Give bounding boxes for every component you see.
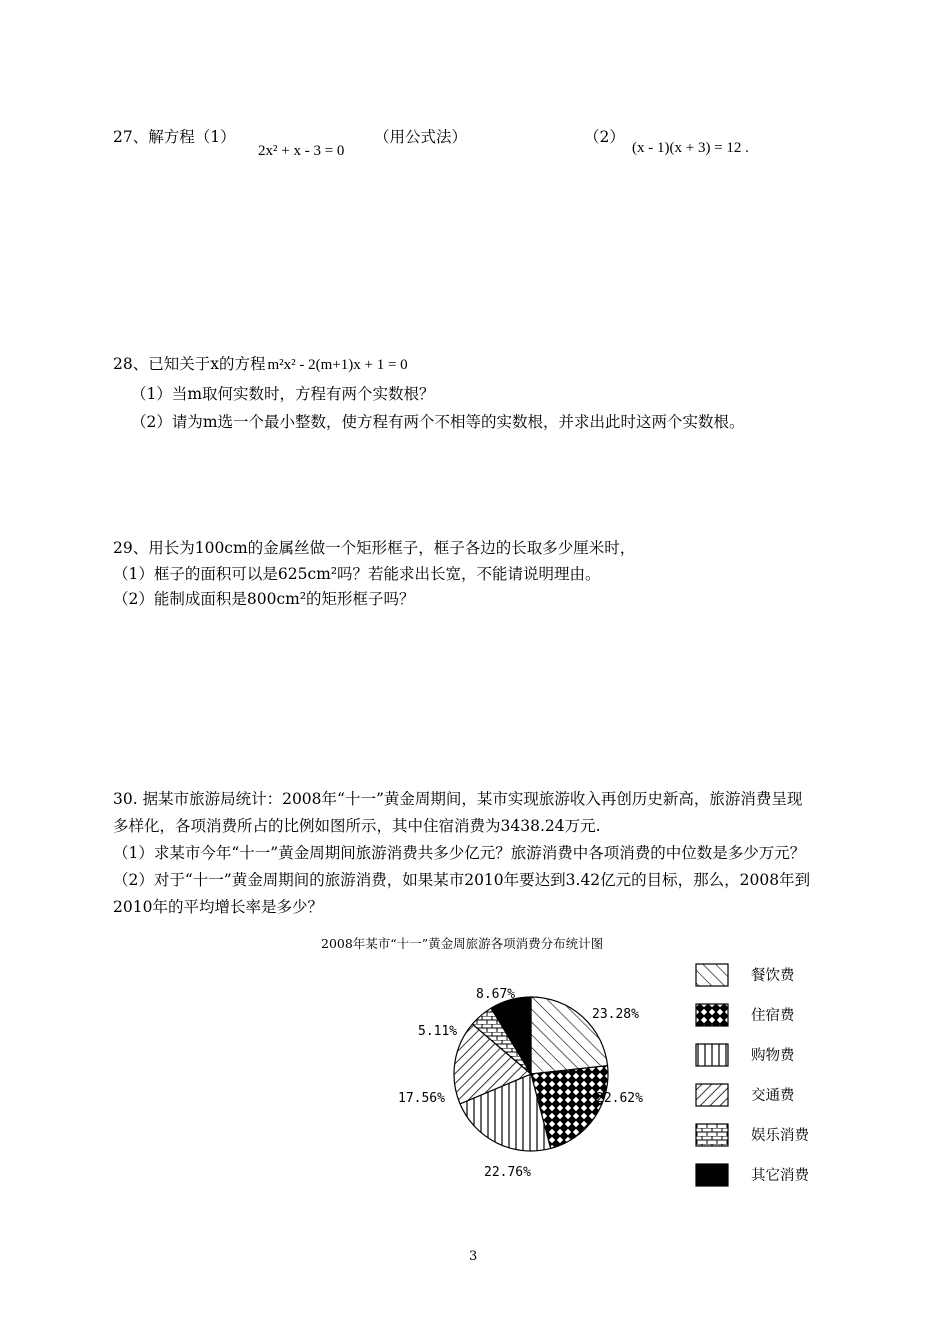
pie-label-6: 8.67%	[476, 987, 516, 1002]
q28-intro	[113, 357, 408, 373]
q27-part1-note: （用公式法）	[374, 128, 468, 146]
q28-sub1: （1）当m取何实数时，方程有两个实数根？	[131, 385, 435, 403]
q30-sub2-line1: （2）对于“十一”黄金周期间的旅游消费，如果某市2010年要达到3.42亿元的目标，那么，2008年到	[113, 871, 811, 889]
pie-label-4: 17.56%	[398, 1091, 445, 1106]
q30-sub2-line2: 2010年的平均增长率是多少？	[113, 898, 323, 916]
q28-equation: m²x² - 2(m+1)x + 1 = 0	[267, 357, 408, 373]
q27-prefix: 27、解方程（1）	[113, 128, 236, 146]
q27-part2-equation: (x - 1)(x + 3) = 12 .	[632, 140, 749, 156]
chart-title: 2008年某市“十一”黄金周旅游各项消费分布统计图	[321, 936, 604, 951]
q28-intro-text: 28、已知关于x的方程	[113, 355, 266, 373]
q30-sub1: （1）求某市今年“十一”黄金周期间旅游消费共多少亿元？旅游消费中各项消费的中位数是多少万元？	[113, 844, 806, 862]
legend-swatch-2	[696, 1004, 728, 1026]
legend-label-4: 交通费	[751, 1088, 795, 1104]
pie-label-1: 23.28%	[592, 1007, 639, 1022]
pie-label-2: 22.62%	[596, 1091, 643, 1106]
q29-intro: 29、用长为100cm的金属丝做一个矩形框子，框子各边的长取多少厘米时，	[113, 539, 636, 557]
q30-line1: 30. 据某市旅游局统计：2008年“十一”黄金周期间，某市实现旅游收入再创历史新高，旅游消费呈现	[113, 790, 803, 808]
q28-sub2: （2）请为m选一个最小整数，使方程有两个不相等的实数根，并求出此时这两个实数根。	[131, 413, 745, 431]
legend-label-3: 购物费	[751, 1048, 795, 1064]
q29-sub1: （1）框子的面积可以是625cm²吗？若能求出长宽，不能请说明理由。	[113, 565, 601, 583]
consumption-pie-chart	[380, 960, 840, 1200]
legend-swatch-4	[696, 1084, 728, 1106]
q27-part2-label: （2）	[584, 128, 625, 146]
pie-label-3: 22.76%	[484, 1165, 531, 1180]
q27-part1-equation: 2x² + x - 3 = 0	[258, 143, 345, 159]
legend-label-2: 住宿费	[751, 1008, 795, 1024]
legend-swatch-3	[696, 1044, 728, 1066]
legend-label-5: 娱乐消费	[751, 1128, 809, 1144]
q30-line2: 多样化，各项消费所占的比例如图所示，其中住宿消费为3438.24万元.	[113, 817, 601, 835]
page-number: 3	[469, 1249, 478, 1264]
legend-swatch-5	[696, 1124, 728, 1146]
pie-label-5: 5.11%	[418, 1024, 458, 1039]
legend-swatch-6	[696, 1164, 728, 1186]
q29-sub2: （2）能制成面积是800cm²的矩形框子吗？	[113, 590, 415, 608]
legend-swatch-1	[696, 964, 728, 986]
legend-label-6: 其它消费	[751, 1168, 809, 1184]
legend-label-1: 餐饮费	[751, 968, 795, 984]
